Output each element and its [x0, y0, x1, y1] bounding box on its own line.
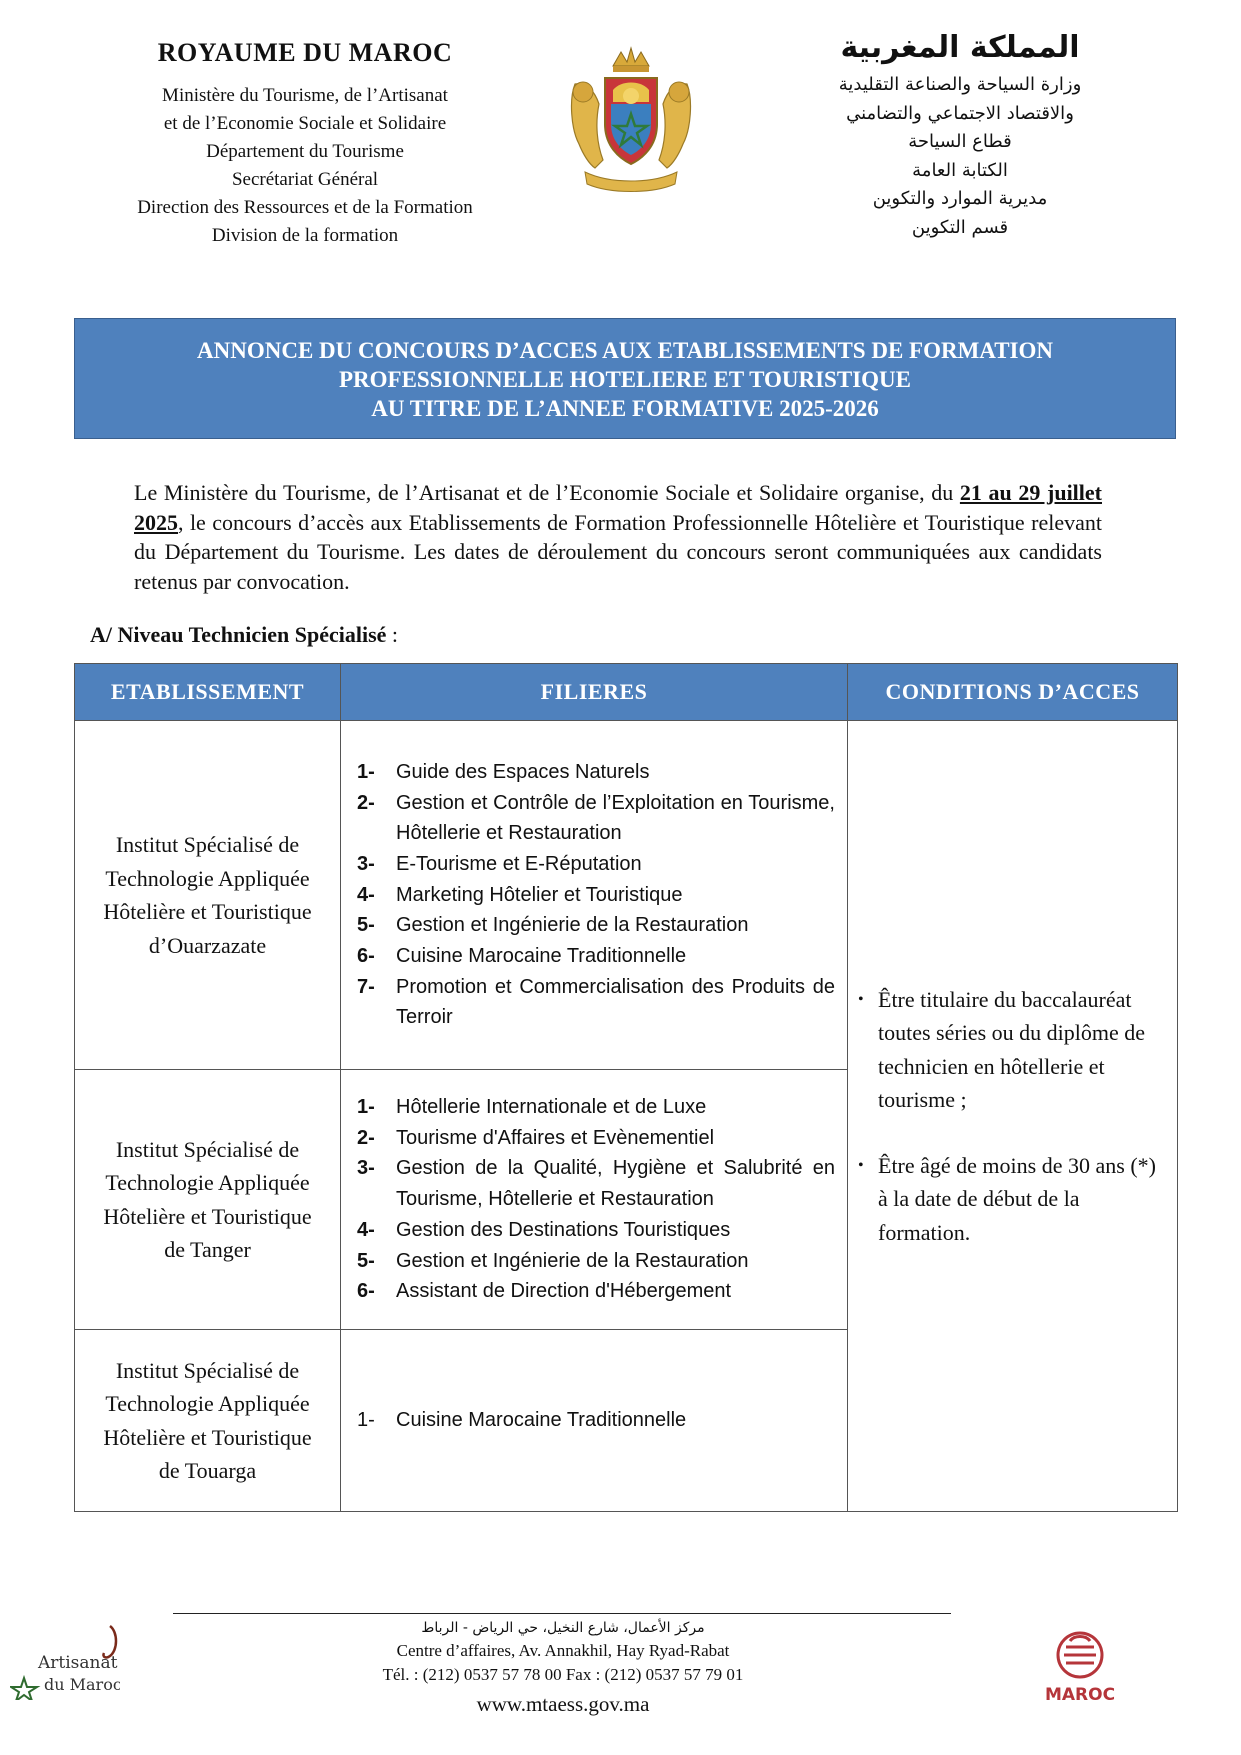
program-number: 1- — [357, 760, 375, 783]
banner-line: ANNONCE DU CONCOURS D’ACCES AUX ETABLISSEMENTS DE FORMATION — [197, 338, 1053, 363]
program-item — [357, 941, 835, 972]
condition-text: Être titulaire du baccalauréat toutes séries ou du diplôme de technicien en hôtellerie et tourisme ; — [878, 986, 1146, 1113]
program-item — [357, 910, 835, 941]
column-header: FILIERES — [341, 664, 848, 721]
logo-text: Artisanat — [38, 1653, 118, 1673]
conditions-list — [858, 983, 1163, 1250]
program-number: 2- — [357, 1126, 375, 1149]
program-name: Assistant de Direction d'Hébergement — [396, 1280, 732, 1303]
section-suffix: : — [386, 622, 399, 647]
coat-of-arms-emblem — [565, 44, 697, 194]
footer — [300, 1617, 826, 1719]
footer-website: www.mtaess.gov.ma — [476, 1692, 650, 1716]
program-item — [357, 1405, 835, 1436]
banner-line: AU TITRE DE L’ANNEE FORMATIVE 2025-2026 — [371, 396, 879, 421]
secretariat-line: Secrétariat Général — [231, 169, 379, 190]
country-name-fr: ROYAUME DU MAROC — [157, 38, 453, 67]
banner-line: PROFESSIONNELLE HOTELIERE ET TOURISTIQUE — [338, 367, 911, 392]
program-item — [357, 849, 835, 880]
program-item — [357, 1123, 835, 1154]
program-name: Cuisine Marocaine Traditionnelle — [396, 1409, 687, 1432]
program-name: Gestion et Ingénierie de la Restauration — [396, 1249, 749, 1272]
program-number: 5- — [357, 1249, 375, 1272]
ministry-line-ar: وزارة السياحة والصناعة التقليدية — [838, 74, 1082, 95]
program-name: Cuisine Marocaine Traditionnelle — [396, 945, 687, 968]
ministry-line: Ministère du Tourisme, de l’Artisanat — [162, 85, 448, 106]
column-header: ETABLISSEMENT — [75, 664, 341, 721]
bullet-icon: • — [858, 990, 864, 1008]
institute-cell — [75, 1070, 341, 1330]
program-item — [357, 788, 835, 849]
program-list — [357, 1405, 835, 1436]
program-number: 2- — [357, 791, 375, 814]
program-item — [357, 1153, 835, 1214]
programs-table — [74, 663, 1178, 1512]
artisanat-du-maroc-logo — [10, 1620, 120, 1700]
section-title: A/ Niveau Technicien Spécialisé — [90, 622, 387, 647]
program-name: Gestion des Destinations Touristiques — [396, 1218, 731, 1241]
institute-name-line: Hôtelière et Touristique — [103, 1203, 312, 1229]
program-number: 7- — [357, 975, 375, 998]
program-number: 4- — [357, 883, 375, 906]
intro-text: , le concours d’accès aux Etablissements de Formation Professionnelle Hôtelière et Touristique relevant du Département du Tourisme. Les dates de déroulement du concours seront communiquées aux candidats retenus par convocation. — [134, 509, 1102, 594]
condition-item — [858, 1149, 1163, 1250]
program-name: Guide des Espaces Naturels — [396, 760, 650, 783]
program-number: 1- — [357, 1096, 375, 1119]
institute-name-line: Hôtelière et Touristique — [103, 1424, 312, 1450]
direction-line-ar: مديرية الموارد والتكوين — [872, 188, 1048, 209]
programs-cell — [341, 1070, 848, 1330]
program-item — [357, 1215, 835, 1246]
institute-name-line: Hôtelière et Touristique — [103, 899, 312, 924]
institute-name-line: Technologie Appliquée — [105, 1391, 310, 1416]
programs-cell — [341, 1330, 848, 1512]
footer-phone-fax: Tél. : (212) 0537 57 78 00 Fax : (212) 0537 57 79 01 — [382, 1665, 744, 1684]
institute-name-line: d’Ouarzazate — [148, 932, 267, 958]
program-number: 4- — [357, 1218, 375, 1241]
conditions-cell — [848, 721, 1178, 1512]
country-name-ar: المملكة المغربية — [840, 30, 1080, 65]
intro-paragraph — [134, 478, 1102, 596]
institute-name-line: de Touarga — [158, 1458, 257, 1483]
ministry-line-ar: والاقتصاد الاجتماعي والتضامني — [846, 102, 1074, 124]
program-name: Promotion et Commercialisation des Produits de Terroir — [396, 975, 835, 1029]
institute-name-line: Institut Spécialisé de — [115, 1136, 300, 1162]
footer-address: Centre d’affaires, Av. Annakhil, Hay Ryad-Rabat — [396, 1641, 730, 1660]
program-item — [357, 1246, 835, 1277]
program-name: Gestion de la Qualité, Hygiène et Salubrité en Tourisme, Hôtellerie et Restauration — [396, 1157, 835, 1211]
program-item — [357, 880, 835, 911]
program-number: 5- — [357, 914, 375, 937]
program-item — [357, 972, 835, 1033]
ministry-line: et de l’Economie Sociale et Solidaire — [163, 113, 447, 134]
logo-text: MAROC — [1044, 1685, 1116, 1705]
table-header-row — [75, 664, 1178, 721]
department-line-ar: قطاع السياحة — [908, 131, 1012, 152]
division-line: Division de la formation — [211, 225, 399, 246]
program-name: Gestion et Ingénierie de la Restauration — [396, 914, 749, 937]
footer-address-arabic: مركز الأعمال، شارع النخيل، حي الرياض - الرباط — [421, 1620, 705, 1636]
programs-cell — [341, 721, 848, 1070]
program-number: 3- — [357, 1157, 375, 1180]
logo-text: du Maroc — [44, 1675, 120, 1694]
table-row — [75, 721, 1178, 1070]
institute-name-line: de Tanger — [164, 1237, 251, 1262]
intro-text: Le Ministère du Tourisme, de l’Artisanat et de l’Economie Sociale et Solidaire organise, du — [134, 480, 960, 505]
program-list — [357, 1092, 835, 1307]
program-name: Hôtellerie Internationale et de Luxe — [396, 1096, 707, 1119]
department-line: Département du Tourisme — [206, 141, 404, 162]
direction-line: Direction des Ressources et de la Formation — [137, 197, 473, 218]
institute-cell — [75, 1330, 341, 1512]
institute-name-line: Institut Spécialisé de — [115, 1357, 300, 1383]
program-name: Marketing Hôtelier et Touristique — [396, 883, 683, 906]
program-number: 1- — [357, 1409, 375, 1432]
institute-cell — [75, 721, 341, 1070]
header-arabic — [790, 30, 1130, 242]
program-name: Gestion et Contrôle de l’Exploitation en Tourisme, Hôtellerie et Restauration — [396, 791, 835, 845]
institute-name-line: Technologie Appliquée — [105, 1170, 310, 1195]
program-name: Tourisme d'Affaires et Evènementiel — [396, 1126, 715, 1149]
contest-dates: 21 au 29 juillet 2025 — [134, 480, 1102, 535]
program-item — [357, 757, 835, 788]
maroc-tourism-logo — [1040, 1625, 1120, 1710]
column-header: CONDITIONS D’ACCES — [848, 664, 1178, 721]
program-name: E-Tourisme et E-Réputation — [396, 852, 642, 875]
program-list — [357, 757, 835, 1033]
footer-divider — [173, 1613, 951, 1614]
header-french — [110, 38, 500, 250]
institute-name-line: Institut Spécialisé de — [115, 832, 300, 857]
announcement-title-banner — [74, 318, 1176, 439]
program-number: 6- — [357, 1280, 375, 1303]
program-item — [357, 1092, 835, 1123]
program-item — [357, 1276, 835, 1307]
secretariat-line-ar: الكتابة العامة — [912, 159, 1008, 181]
institute-name-line: Technologie Appliquée — [105, 865, 310, 891]
section-heading — [90, 622, 398, 648]
condition-item — [858, 983, 1163, 1117]
program-number: 6- — [357, 945, 375, 968]
program-number: 3- — [357, 852, 375, 875]
division-line-ar: قسم التكوين — [911, 216, 1009, 238]
bullet-icon: • — [858, 1156, 864, 1174]
condition-text: Être âgé de moins de 30 ans (*) à la date de début de la formation. — [878, 1152, 1156, 1245]
